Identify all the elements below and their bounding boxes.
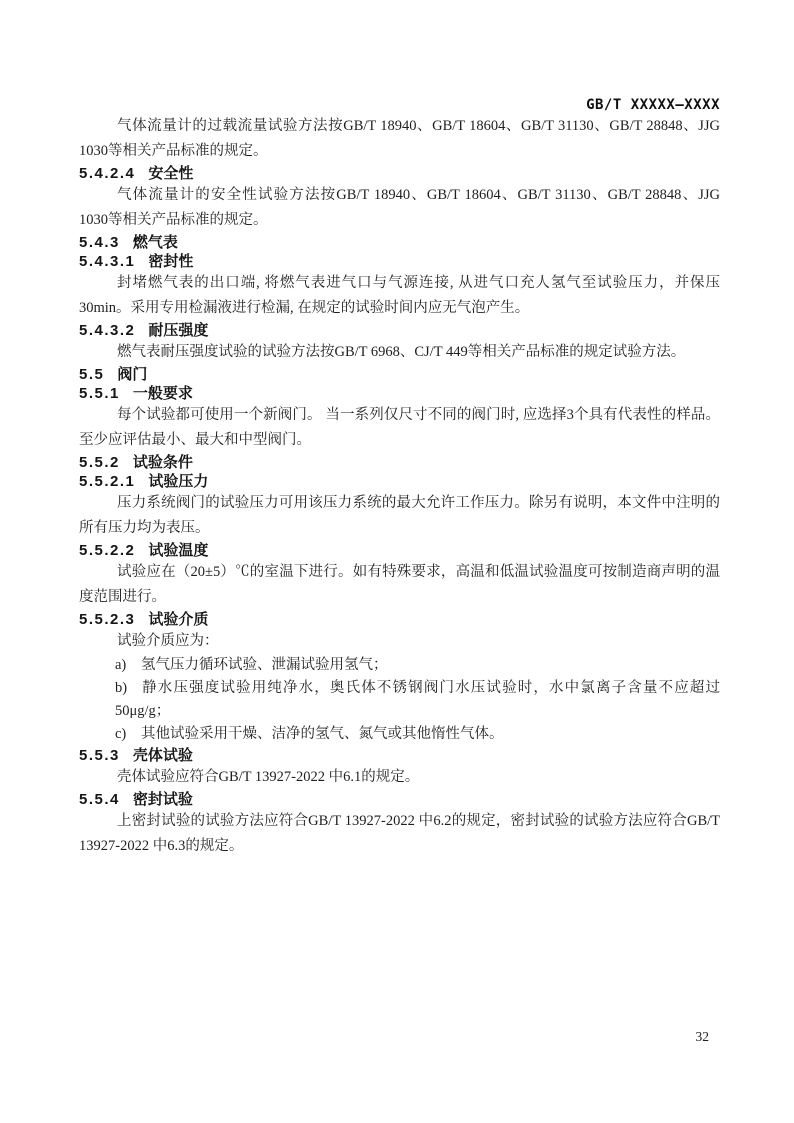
paragraph-test-temperature: 试验应在（20±5）℃的室温下进行。如有特殊要求，高温和低温试验温度可按制造商声明的温度范围进行。 [79, 564, 720, 605]
heading-general-requirements [79, 384, 720, 403]
section-title: 试验温度 [148, 542, 209, 559]
page-number: 32 [695, 1029, 709, 1044]
list-item-a [115, 654, 720, 677]
list-marker: c) [115, 726, 127, 742]
section-title: 耐压强度 [148, 322, 209, 339]
paragraph-general-requirements: 每个试验都可使用一个新阀门。 当一系列仅尺寸不同的阀门时, 应选择3个具有代表性的样品。 至少应评估最小、最大和中型阀门。 [79, 407, 720, 448]
section-title: 密封性 [148, 253, 194, 270]
test-medium-list [79, 654, 720, 746]
heading-test-pressure [79, 472, 720, 491]
list-item-text: 其他试验采用干燥、洁净的氢气、氮气或其他惰性气体。 [141, 726, 504, 742]
section-number: 5.4.3 [79, 234, 120, 251]
section-number: 5.5.2 [79, 454, 120, 471]
heading-test-conditions [79, 453, 720, 472]
heading-safety [79, 164, 720, 183]
list-item-b [115, 677, 720, 723]
section-title: 壳体试验 [132, 747, 193, 764]
section-title: 试验介质 [148, 611, 209, 628]
section-title: 密封试验 [132, 791, 193, 808]
section-number: 5.4.3.2 [79, 322, 136, 339]
heading-shell-test [79, 746, 720, 765]
section-number: 5.5.1 [79, 385, 120, 402]
section-number: 5.5.3 [79, 747, 120, 764]
paragraph-safety: 气体流量计的安全性试验方法按GB/T 18940、GB/T 18604、GB/T 31130、GB/T 28848、JJG 1030等相关产品标准的规定。 [79, 187, 720, 228]
section-number: 5.4.2.4 [79, 165, 136, 182]
list-marker: b) [115, 680, 128, 696]
paragraph-pressure-strength: 燃气表耐压强度试验的试验方法按GB/T 6968、CJ/T 449等相关产品标准的规定试验方法。 [117, 344, 686, 360]
paragraph-overload-flow: 气体流量计的过载流量试验方法按GB/T 18940、GB/T 18604、GB/T 31130、GB/T 28848、JJG 1030等相关产品标准的规定。 [79, 118, 720, 159]
paragraph-sealing: 封堵燃气表的出口端, 将燃气表进气口与气源连接, 从进气口充人氢气至试验压力，并保压30min。采用专用检漏液进行检漏, 在规定的试验时间内应无气泡产生。 [79, 275, 720, 316]
section-title: 一般要求 [132, 385, 193, 402]
heading-sealing [79, 252, 720, 271]
doc-number: GB/T XXXXX—XXXX [586, 97, 720, 113]
section-number: 5.4.3.1 [79, 253, 136, 270]
heading-valve [79, 365, 720, 384]
section-number: 5.5.2.2 [79, 542, 136, 559]
section-number: 5.5.2.1 [79, 473, 136, 490]
section-title: 燃气表 [132, 234, 178, 251]
list-marker: a) [115, 657, 127, 673]
paragraph-seal-test: 上密封试验的试验方法应符合GB/T 13927-2022 中6.2的规定，密封试验的试验方法应符合GB/T 13927-2022 中6.3的规定。 [79, 813, 720, 854]
heading-gas-meter [79, 233, 720, 252]
list-item-text: 氢气压力循环试验、泄漏试验用氢气； [141, 657, 388, 673]
list-item-text: 静水压强度试验用纯净水，奥氏体不锈钢阀门水压试验时，水中氯离子含量不应超过50μg/g； [115, 680, 720, 719]
paragraph-test-medium-intro: 试验介质应为： [117, 633, 219, 649]
document-body [79, 114, 720, 859]
paragraph-shell-test: 壳体试验应符合GB/T 13927-2022 中6.1的规定。 [117, 769, 420, 785]
heading-pressure-strength [79, 321, 720, 340]
heading-test-medium [79, 610, 720, 629]
section-title: 安全性 [148, 165, 194, 182]
section-title: 阀门 [117, 366, 148, 383]
section-title: 试验条件 [132, 454, 193, 471]
list-item-c [115, 723, 720, 746]
section-number: 5.5 [79, 366, 105, 383]
paragraph-test-pressure: 压力系统阀门的试验压力可用该压力系统的最大允许工作压力。除另有说明，本文件中注明的所有压力均为表压。 [79, 495, 720, 536]
heading-test-temperature [79, 541, 720, 560]
section-number: 5.5.4 [79, 791, 120, 808]
section-number: 5.5.2.3 [79, 611, 136, 628]
section-title: 试验压力 [148, 473, 209, 490]
heading-seal-test [79, 790, 720, 809]
